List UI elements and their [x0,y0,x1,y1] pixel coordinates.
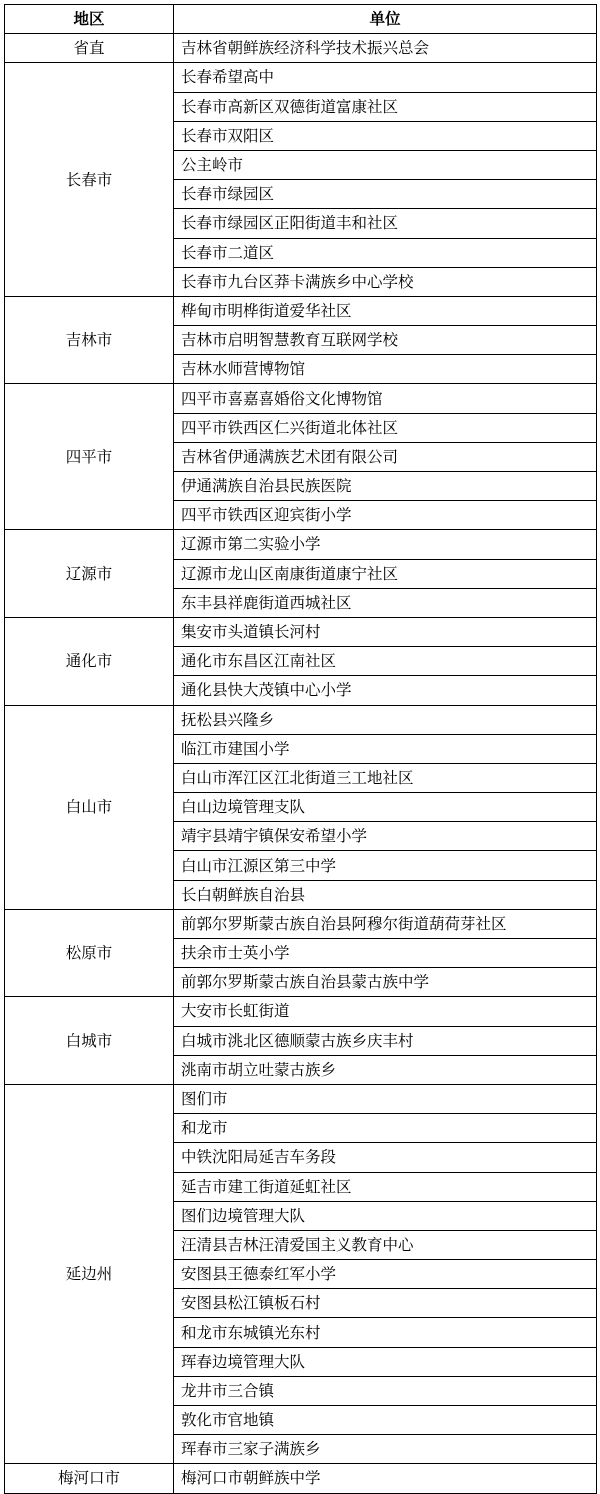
table-row [5,705,597,734]
unit-cell: 四平市喜嘉喜婚俗文化博物馆 [174,384,597,413]
unit-cell: 伊通满族自治县民族医院 [174,472,597,501]
table-body [5,34,597,1493]
table-row [5,617,597,646]
unit-cell: 敦化市官地镇 [174,1406,597,1435]
unit-cell: 和龙市东城镇光东村 [174,1318,597,1347]
unit-cell: 白城市洮北区德顺蒙古族乡庆丰村 [174,1026,597,1055]
unit-cell: 长春希望高中 [174,63,597,92]
table-row [5,1084,597,1113]
unit-cell: 集安市头道镇长河村 [174,617,597,646]
unit-cell: 吉林省朝鲜族经济科学技术振兴总会 [174,34,597,63]
unit-cell: 靖宇县靖宇镇保安希望小学 [174,822,597,851]
unit-cell: 和龙市 [174,1114,597,1143]
unit-cell: 通化市东昌区江南社区 [174,647,597,676]
table-row [5,296,597,325]
unit-cell: 图们市 [174,1084,597,1113]
region-cell: 长春市 [5,63,174,297]
unit-cell: 辽源市龙山区南康街道康宁社区 [174,559,597,588]
header-row [5,5,597,34]
unit-cell: 大安市长虹街道 [174,997,597,1026]
unit-cell: 延吉市建工街道延虹社区 [174,1172,597,1201]
unit-cell: 四平市铁西区迎宾街小学 [174,501,597,530]
region-cell: 吉林市 [5,296,174,384]
unit-cell: 吉林市启明智慧教育互联网学校 [174,326,597,355]
unit-cell: 四平市铁西区仁兴街道北体社区 [174,413,597,442]
unit-cell: 通化县快大茂镇中心小学 [174,676,597,705]
unit-cell: 吉林水师营博物馆 [174,355,597,384]
unit-cell: 洮南市胡立吐蒙古族乡 [174,1055,597,1084]
table-row [5,530,597,559]
region-cell: 梅河口市 [5,1464,174,1493]
units-table [4,4,597,1494]
region-cell: 通化市 [5,617,174,705]
region-cell: 延边州 [5,1084,174,1463]
unit-cell: 安图县王德泰红军小学 [174,1260,597,1289]
table-row [5,34,597,63]
table-row [5,384,597,413]
unit-cell: 桦甸市明桦街道爱华社区 [174,296,597,325]
unit-cell: 中铁沈阳局延吉车务段 [174,1143,597,1172]
unit-cell: 长春市绿园区正阳街道丰和社区 [174,209,597,238]
unit-cell: 前郭尔罗斯蒙古族自治县阿穆尔街道葫荷芽社区 [174,909,597,938]
unit-cell: 临江市建国小学 [174,734,597,763]
unit-cell: 吉林省伊通满族艺术团有限公司 [174,442,597,471]
region-cell: 辽源市 [5,530,174,618]
table-row [5,909,597,938]
unit-cell: 长春市双阳区 [174,121,597,150]
unit-cell: 长春市九台区莽卡满族乡中心学校 [174,267,597,296]
unit-cell: 扶余市士英小学 [174,939,597,968]
region-cell: 省直 [5,34,174,63]
region-cell: 白城市 [5,997,174,1085]
unit-cell: 白山边境管理支队 [174,793,597,822]
unit-cell: 东丰县祥鹿街道西城社区 [174,588,597,617]
unit-cell: 梅河口市朝鲜族中学 [174,1464,597,1493]
unit-cell: 汪清县吉林汪清爱国主义教育中心 [174,1230,597,1259]
unit-cell: 图们边境管理大队 [174,1201,597,1230]
unit-cell: 白山市江源区第三中学 [174,851,597,880]
header-region: 地区 [5,5,174,34]
table-row [5,63,597,92]
unit-cell: 长春市高新区双德街道富康社区 [174,92,597,121]
table-row [5,997,597,1026]
unit-cell: 辽源市第二实验小学 [174,530,597,559]
unit-cell: 长春市二道区 [174,238,597,267]
unit-cell: 白山市浑江区江北街道三工地社区 [174,763,597,792]
region-cell: 白山市 [5,705,174,909]
unit-cell: 珲春市三家子满族乡 [174,1435,597,1464]
table-row [5,1464,597,1493]
unit-cell: 安图县松江镇板石村 [174,1289,597,1318]
region-cell: 松原市 [5,909,174,997]
unit-cell: 长春市绿园区 [174,180,597,209]
unit-cell: 公主岭市 [174,150,597,179]
header-unit: 单位 [174,5,597,34]
unit-cell: 龙井市三合镇 [174,1376,597,1405]
unit-cell: 前郭尔罗斯蒙古族自治县蒙古族中学 [174,968,597,997]
unit-cell: 长白朝鲜族自治县 [174,880,597,909]
unit-cell: 抚松县兴隆乡 [174,705,597,734]
region-cell: 四平市 [5,384,174,530]
unit-cell: 珲春边境管理大队 [174,1347,597,1376]
